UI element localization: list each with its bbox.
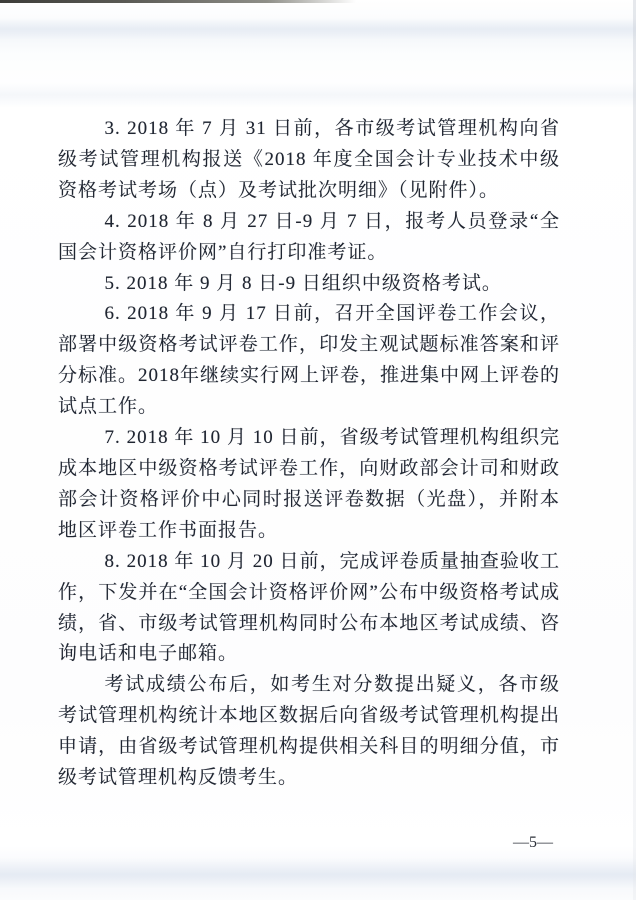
scan-artifact-band [0, 858, 636, 888]
scan-artifact-band [0, 18, 636, 40]
paragraph-item-6: 6. 2018 年 9 月 17 日前，召开全国评卷工作会议，部署中级资格考试评卷工作，印发主观试题标准答案和评分标准。2018年继续实行网上评卷，推进集中网上评卷的试点工作。 [58, 303, 561, 418]
document-body [58, 114, 560, 794]
paragraph-item-3: 3. 2018 年 7 月 31 日前，各市级考试管理机构向省级考试管理机构报送《2018 年度全国会计专业技术中级资格考试考场（点）及考试批次明细》（见附件）。 [58, 118, 560, 201]
page-number: —5— [513, 834, 553, 851]
paragraph-item-8: 8. 2018 年 10 月 20 日前，完成评卷质量抽查验收工作，下发并在“全国会计资格评价网”公布中级资格考试成绩，省、市级考试管理机构同时公布本地区考试成绩、咨询电话和电子邮箱。 [58, 550, 560, 665]
paragraph-item-5: 5. 2018 年 9 月 8 日-9 日组织中级资格考试。 [104, 272, 502, 294]
paragraph-item-4: 4. 2018 年 8 月 27 日-9 月 7 日，报考人员登录“全国会计资格评价网”自行打印准考证。 [58, 210, 560, 263]
paragraph-closing: 考试成绩公布后，如考生对分数提出疑义，各市级考试管理机构统计本地区数据后向省级考试管理机构提出申请，由省级考试管理机构提供相关科目的明细分值，市级考试管理机构反馈考生。 [58, 674, 560, 789]
paragraph-item-7: 7. 2018 年 10 月 10 日前，省级考试管理机构组织完成本地区中级资格考试评卷工作，向财政部会计司和财政部会计资格评价中心同时报送评卷数据（光盘），并附本地区评卷工作书面报告。 [58, 427, 560, 541]
scanner-edge-line [0, 0, 356, 3]
scan-artifact-band [0, 82, 636, 108]
